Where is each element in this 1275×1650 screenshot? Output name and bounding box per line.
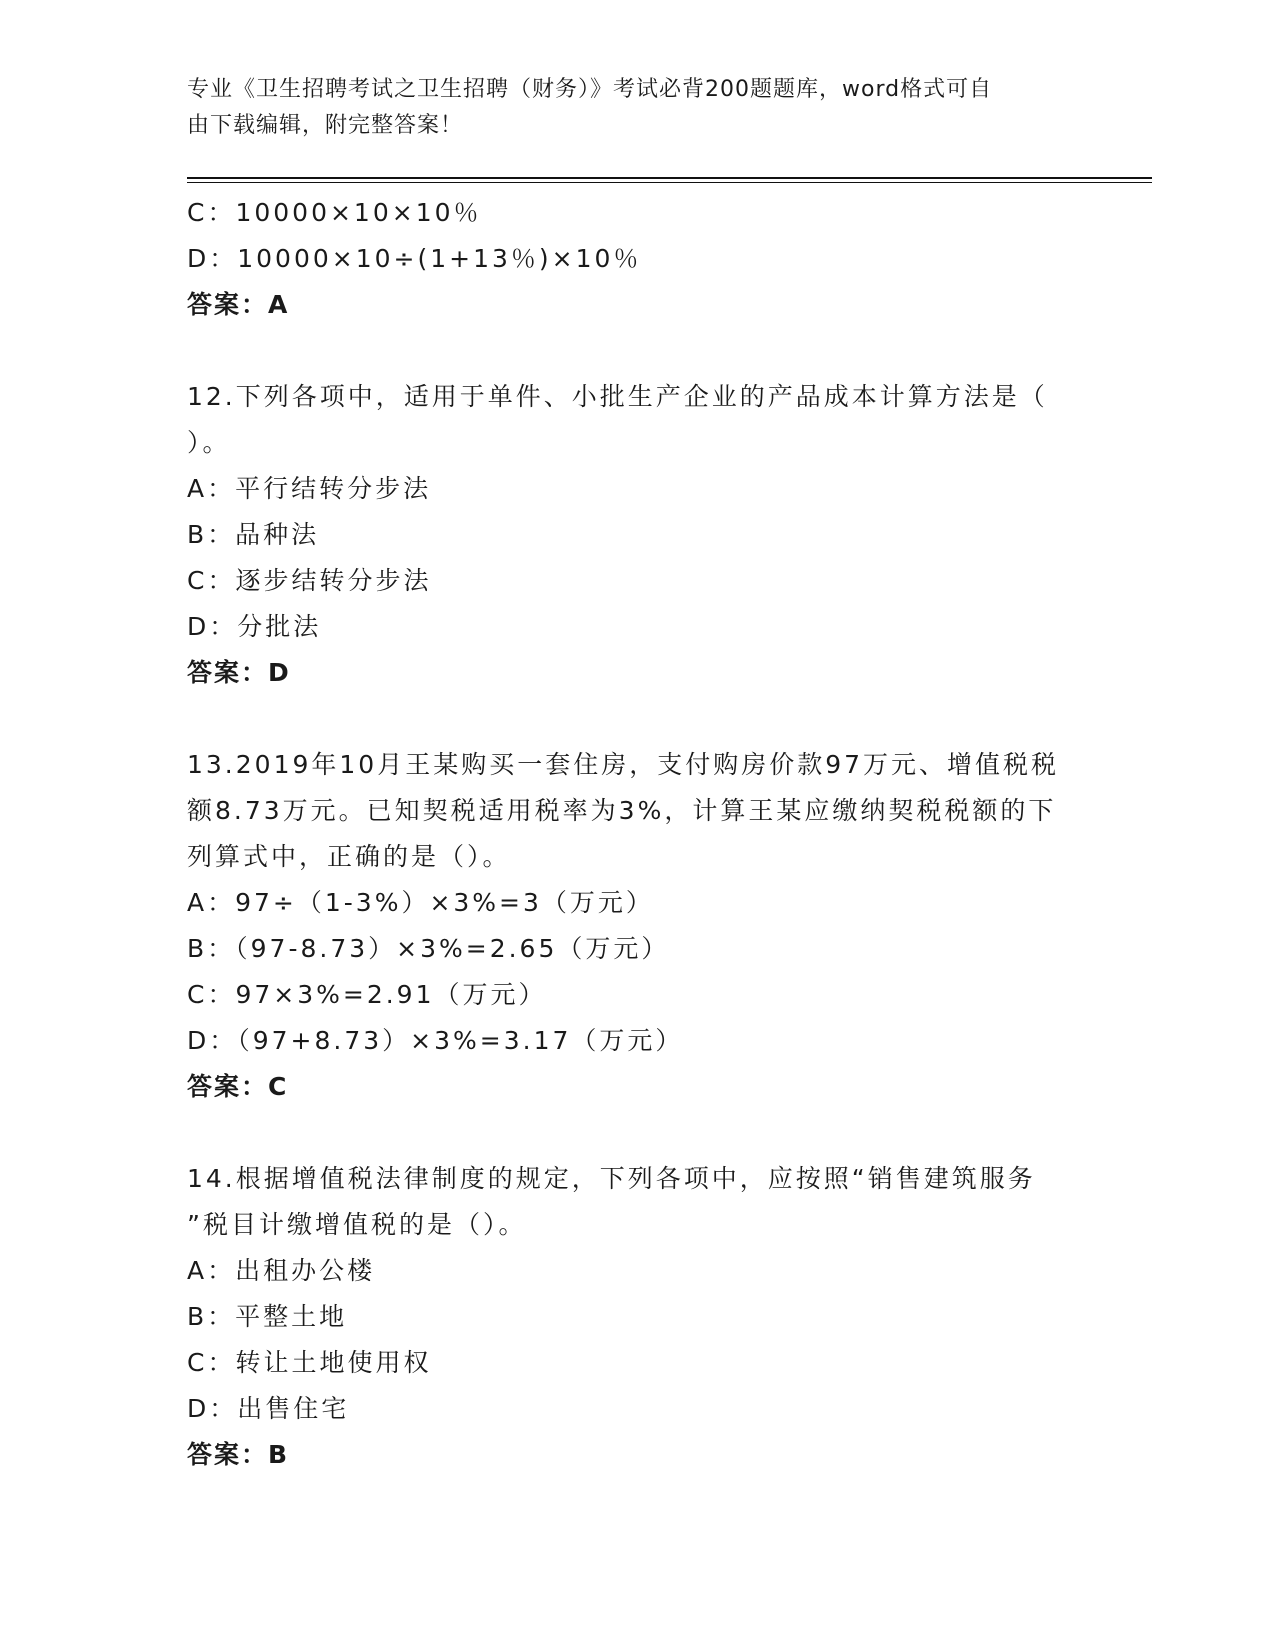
question-13-stem-line-1: 13.2019年10月王某购买一套住房，支付购房价款97万元、增值税税 [187,750,1060,779]
question-12-option-b: B：品种法 [187,520,320,549]
spacer [187,696,1087,742]
question-14-option-c: C：转让土地使用权 [187,1348,432,1377]
question-11-option-c: C：10000×10×10％ [187,198,482,227]
question-13-stem-line-3: 列算式中，正确的是（）。 [187,842,511,871]
question-12-stem-line-2: ）。 [187,428,231,457]
question-12-option-c: C：逐步结转分步法 [187,566,432,595]
question-14-answer: 答案：B [187,1440,290,1469]
document-header [187,72,1067,144]
question-list [187,190,1087,1478]
question-12-option-a: A：平行结转分步法 [187,474,432,503]
header-divider-thick [187,177,1152,179]
question-12-stem-line-1: 12.下列各项中，适用于单件、小批生产企业的产品成本计算方法是（ [187,382,1048,411]
question-11-answer: 答案：A [187,290,290,319]
question-11 [187,190,1087,328]
question-12-answer: 答案：D [187,658,291,687]
spacer [187,328,1087,374]
question-13-option-a: A：97÷（1-3%）×3%=3（万元） [187,888,654,917]
question-13-stem-line-2: 额8.73万元。已知契税适用税率为3%，计算王某应缴纳契税税额的下 [187,796,1057,825]
question-14-option-d: D：出售住宅 [187,1394,350,1423]
header-title-line-1: 专业《卫生招聘考试之卫生招聘（财务）》考试必背200题题库，word格式可自 [187,77,993,102]
question-11-option-d: D：10000×10÷(1+13％)×10％ [187,244,642,273]
question-14-stem-line-2: ”税目计缴增值税的是（）。 [187,1210,527,1239]
question-12-option-d: D：分批法 [187,612,322,641]
question-14-option-a: A：出租办公楼 [187,1256,376,1285]
question-13-option-b: B：（97-8.73）×3%=2.65（万元） [187,934,670,963]
question-14-option-b: B：平整土地 [187,1302,348,1331]
question-14-stem-line-1: 14.根据增值税法律制度的规定，下列各项中，应按照“销售建筑服务 [187,1164,1036,1193]
spacer [187,1110,1087,1156]
question-13-option-d: D：（97+8.73）×3%=3.17（万元） [187,1026,684,1055]
question-13 [187,742,1087,1110]
question-13-option-c: C：97×3%=2.91（万元） [187,980,547,1009]
header-divider-thin [187,182,1152,183]
question-12 [187,374,1087,696]
question-13-answer: 答案：C [187,1072,289,1101]
header-title-line-2: 由下载编辑，附完整答案！ [187,113,464,138]
question-14 [187,1156,1087,1478]
